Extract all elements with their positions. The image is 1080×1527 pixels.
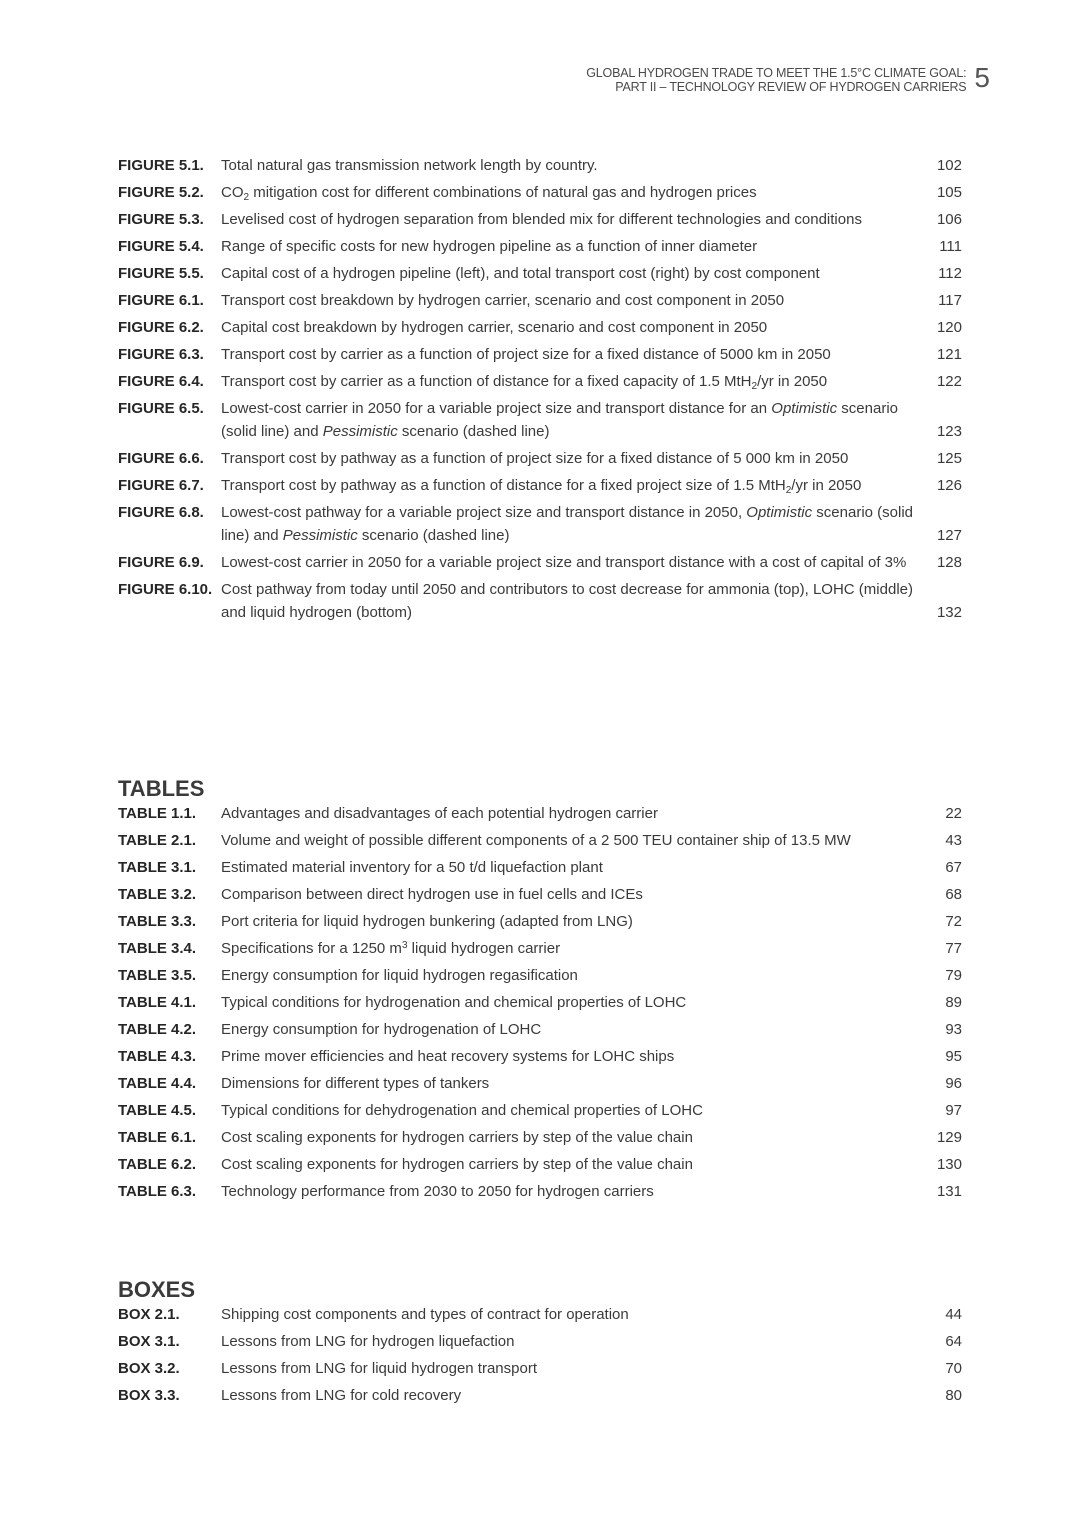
entry-page: 128: [936, 554, 962, 571]
entry-page: 127: [936, 527, 962, 544]
entry-page: 111: [939, 238, 962, 255]
entry-label: TABLE 6.3.: [118, 1183, 197, 1200]
toc-entry-table-6-1[interactable]: [118, 1126, 962, 1149]
entry-page: 112: [938, 265, 962, 282]
entry-title: Shipping cost components and types of contract for operation: [221, 1306, 629, 1323]
entry-page: 22: [945, 805, 962, 822]
entry-label: FIGURE 6.4.: [118, 373, 204, 390]
page-header: [586, 62, 990, 94]
toc-entry-figure-6-7[interactable]: [118, 474, 962, 497]
entry-page: 121: [936, 346, 962, 363]
toc-entry-table-4-1[interactable]: [118, 991, 962, 1014]
toc-entry-table-4-5[interactable]: [118, 1099, 962, 1122]
entry-label: FIGURE 6.8.: [118, 504, 204, 521]
header-title-line1: GLOBAL HYDROGEN TRADE TO MEET THE 1.5°C CLIMATE GOAL:: [586, 66, 967, 80]
entry-title: Prime mover efficiencies and heat recovery systems for LOHC ships: [221, 1048, 675, 1065]
toc-entry-table-3-1[interactable]: [118, 856, 962, 879]
entry-title: Capital cost of a hydrogen pipeline (left), and total transport cost (right) by cost component: [221, 265, 820, 282]
entry-label: FIGURE 5.1.: [118, 157, 204, 174]
entry-title: Transport cost breakdown by hydrogen carrier, scenario and cost component in 2050: [221, 292, 785, 309]
entry-label: TABLE 3.1.: [118, 859, 197, 876]
header-title-line2: PART II – TECHNOLOGY REVIEW OF HYDROGEN CARRIERS: [615, 80, 967, 94]
entry-label: TABLE 3.5.: [118, 967, 197, 984]
toc-entry-figure-6-2[interactable]: [118, 316, 962, 339]
entry-label: TABLE 3.2.: [118, 886, 197, 903]
toc-entry-figure-6-6[interactable]: [118, 447, 962, 470]
entry-title: Comparison between direct hydrogen use in fuel cells and ICEs: [221, 886, 643, 903]
entry-title: Capital cost breakdown by hydrogen carrier, scenario and cost component in 2050: [221, 319, 768, 336]
entry-label: BOX 3.2.: [118, 1360, 180, 1377]
entry-title: Cost scaling exponents for hydrogen carriers by step of the value chain: [221, 1156, 693, 1173]
entry-label: FIGURE 6.10.: [118, 581, 213, 598]
toc-entry-figure-5-1[interactable]: [118, 154, 962, 177]
entry-page: 122: [936, 373, 962, 390]
entry-page: 44: [945, 1306, 962, 1323]
toc-entry-box-2-1[interactable]: [118, 1303, 962, 1326]
entry-title: Lowest-cost pathway for a variable project size and transport distance in 2050, Optimistic scenario (solid line) and Pessimistic scenario (dashed line): [221, 504, 914, 544]
entry-title: Volume and weight of possible different components of a 2 500 TEU container ship of 13.5 MW: [221, 832, 851, 849]
entry-label: FIGURE 6.3.: [118, 346, 204, 363]
entry-title: Estimated material inventory for a 50 t/d liquefaction plant: [221, 859, 603, 876]
entry-label: FIGURE 6.9.: [118, 554, 204, 571]
entry-title: Cost pathway from today until 2050 and contributors to cost decrease for ammonia (top), LOHC (middle) and liquid hydrogen (bottom): [221, 581, 913, 621]
entry-title: Port criteria for liquid hydrogen bunkering (adapted from LNG): [221, 913, 633, 930]
entry-label: FIGURE 5.3.: [118, 211, 204, 228]
toc-entry-figure-6-9[interactable]: [118, 551, 962, 574]
toc-entry-figure-6-10[interactable]: [118, 578, 962, 624]
toc-entry-figure-6-5[interactable]: [118, 397, 962, 443]
entry-label: BOX 2.1.: [118, 1306, 180, 1323]
entry-page: 97: [945, 1102, 962, 1119]
entry-title: Dimensions for different types of tankers: [221, 1075, 490, 1092]
toc-entry-figure-6-8[interactable]: [118, 501, 962, 547]
toc-entry-table-1-1[interactable]: [118, 802, 962, 825]
toc-entry-box-3-1[interactable]: [118, 1330, 962, 1353]
entry-label: FIGURE 5.5.: [118, 265, 204, 282]
entry-page: 93: [945, 1021, 962, 1038]
entry-label: FIGURE 6.2.: [118, 319, 204, 336]
entry-title: Specifications for a 1250 $m^3$ liquid hydrogen carrier: [221, 940, 561, 957]
tables-list: [118, 777, 962, 1203]
entry-label: BOX 3.1.: [118, 1333, 180, 1350]
entry-page: 129: [936, 1129, 962, 1146]
entry-title: Lowest-cost carrier in 2050 for a variable project size and transport distance for an Optimistic scenario (solid line) and Pessimistic scenario (dashed line): [221, 400, 898, 440]
entry-label: FIGURE 6.1.: [118, 292, 204, 309]
tables-heading: TABLES: [118, 776, 205, 801]
toc-entry-table-6-2[interactable]: [118, 1153, 962, 1176]
entry-title: Lessons from LNG for liquid hydrogen transport: [221, 1360, 537, 1377]
entry-label: BOX 3.3.: [118, 1387, 180, 1404]
figures-list: [118, 154, 962, 624]
toc-entry-table-4-4[interactable]: [118, 1072, 962, 1095]
entry-page: 125: [936, 450, 962, 467]
entry-page: 67: [945, 859, 962, 876]
toc-entry-table-3-4[interactable]: [118, 937, 962, 960]
entry-page: 72: [945, 913, 962, 930]
entry-label: TABLE 3.3.: [118, 913, 197, 930]
toc-entry-table-2-1[interactable]: [118, 829, 962, 852]
entry-page: 120: [936, 319, 962, 336]
entry-label: FIGURE 6.6.: [118, 450, 204, 467]
entry-title: Transport cost by carrier as a function of distance for a fixed capacity of 1.5 MtH$_2$/yr in 2050: [221, 373, 828, 392]
toc-entry-table-3-5[interactable]: [118, 964, 962, 987]
entry-title: Cost scaling exponents for hydrogen carriers by step of the value chain: [221, 1129, 693, 1146]
entry-title: Transport cost by pathway as a function of distance for a fixed project size of 1.5 MtH$_2$/yr in 2050: [221, 477, 862, 496]
entry-page: 132: [936, 604, 962, 621]
entry-page: 126: [936, 477, 962, 494]
entry-page: 102: [936, 157, 962, 174]
entry-title: Transport cost by pathway as a function of project size for a fixed distance of 5 000 km in 2050: [221, 450, 849, 467]
entry-label: TABLE 1.1.: [118, 805, 197, 822]
toc-entry-figure-5-5[interactable]: [118, 262, 962, 285]
entry-label: TABLE 4.5.: [118, 1102, 197, 1119]
entry-page: 130: [936, 1156, 962, 1173]
running-header: [586, 66, 966, 94]
entry-title: Typical conditions for dehydrogenation and chemical properties of LOHC: [221, 1102, 703, 1119]
entry-title: $CO_2$ mitigation cost for different combinations of natural gas and hydrogen prices: [221, 184, 757, 203]
entry-label: TABLE 6.1.: [118, 1129, 197, 1146]
entry-page: 64: [945, 1333, 962, 1350]
toc-entry-figure-5-3[interactable]: [118, 208, 962, 231]
entry-label: TABLE 2.1.: [118, 832, 197, 849]
toc-entry-table-3-2[interactable]: [118, 883, 962, 906]
entry-title: Lessons from LNG for hydrogen liquefaction: [221, 1333, 515, 1350]
toc-entry-figure-5-4[interactable]: [118, 235, 962, 258]
toc-entry-figure-6-3[interactable]: [118, 343, 962, 366]
entry-label: TABLE 4.1.: [118, 994, 197, 1011]
entry-label: FIGURE 6.5.: [118, 400, 204, 417]
entry-label: TABLE 4.3.: [118, 1048, 197, 1065]
entry-page: 77: [945, 940, 962, 957]
toc-entry-table-4-2[interactable]: [118, 1018, 962, 1041]
entry-page: 117: [938, 292, 962, 309]
entry-title: Typical conditions for hydrogenation and chemical properties of LOHC: [221, 994, 687, 1011]
entry-label: FIGURE 5.2.: [118, 184, 204, 201]
entry-label: TABLE 4.4.: [118, 1075, 197, 1092]
entry-label: TABLE 3.4.: [118, 940, 197, 957]
entry-title: Lessons from LNG for cold recovery: [221, 1387, 462, 1404]
toc-entry-table-4-3[interactable]: [118, 1045, 962, 1068]
entry-page: 79: [945, 967, 962, 984]
entry-label: TABLE 4.2.: [118, 1021, 197, 1038]
toc-entry-box-3-3[interactable]: [118, 1384, 962, 1407]
entry-page: 80: [945, 1387, 962, 1404]
boxes-heading: BOXES: [118, 1277, 196, 1302]
entry-title: Technology performance from 2030 to 2050 for hydrogen carriers: [221, 1183, 654, 1200]
entry-label: TABLE 6.2.: [118, 1156, 197, 1173]
entry-title: Levelised cost of hydrogen separation from blended mix for different technologies and conditions: [221, 211, 862, 228]
toc-entry-box-3-2[interactable]: [118, 1357, 962, 1380]
entry-page: 106: [936, 211, 962, 228]
entry-title: Energy consumption for hydrogenation of LOHC: [221, 1021, 542, 1038]
entry-label: FIGURE 5.4.: [118, 238, 204, 255]
toc-entry-table-3-3[interactable]: [118, 910, 962, 933]
toc-entry-figure-6-4[interactable]: [118, 370, 962, 393]
entry-page: 70: [945, 1360, 962, 1377]
entry-page: 123: [936, 423, 962, 440]
entry-page: 105: [936, 184, 962, 201]
entry-page: 43: [945, 832, 962, 849]
entry-title: Lowest-cost carrier in 2050 for a variable project size and transport distance with a cost of capital of 3%: [221, 554, 907, 571]
entry-page: 89: [945, 994, 962, 1011]
entry-label: FIGURE 6.7.: [118, 477, 204, 494]
entry-title: Range of specific costs for new hydrogen pipeline as a function of inner diameter: [221, 238, 758, 255]
entry-page: 131: [936, 1183, 962, 1200]
boxes-list: [118, 1278, 962, 1407]
entry-page: 68: [945, 886, 962, 903]
entry-title: Advantages and disadvantages of each potential hydrogen carrier: [221, 805, 658, 822]
toc-entry-figure-5-2[interactable]: [118, 181, 962, 204]
toc-entry-table-6-3[interactable]: [118, 1180, 962, 1203]
toc-entry-figure-6-1[interactable]: [118, 289, 962, 312]
entry-title: Energy consumption for liquid hydrogen regasification: [221, 967, 578, 984]
entry-title: Transport cost by carrier as a function of project size for a fixed distance of 5000 km in 2050: [221, 346, 831, 363]
entry-page: 95: [945, 1048, 962, 1065]
entry-title: Total natural gas transmission network length by country.: [221, 157, 598, 174]
page-number: 5: [974, 62, 990, 93]
entry-page: 96: [945, 1075, 962, 1092]
